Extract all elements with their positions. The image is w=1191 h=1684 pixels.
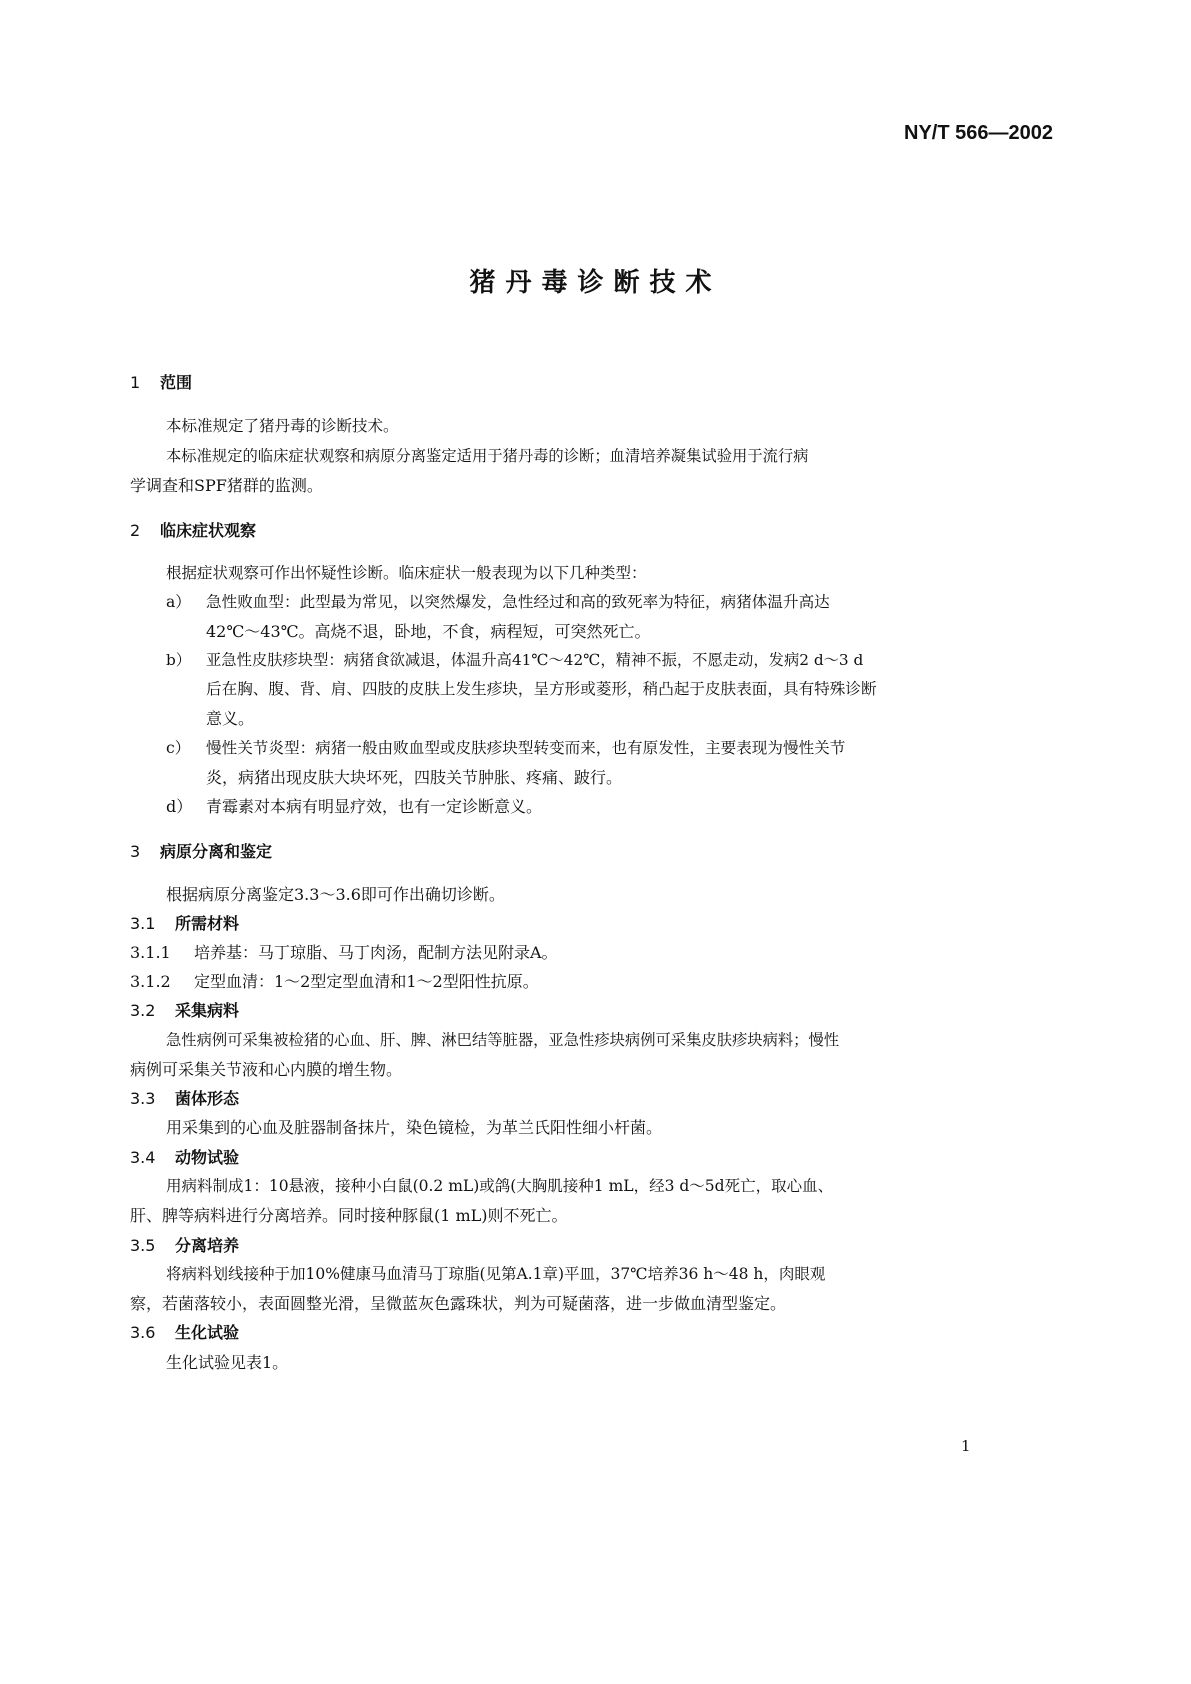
subsection-3-4-heading [130,1145,239,1168]
paragraph: 急性病例可采集被检猪的心血、肝、脾、淋巴结等脏器，亚急性疹块病例可采集皮肤疹块病料；慢性 [166,1031,840,1049]
section-number: 3 [130,842,141,861]
list-label: b） [166,651,192,669]
standard-number: NY/T 566—2002 [904,122,1053,144]
paragraph: 用采集到的心血及脏器制备抹片，染色镜检，为革兰氏阳性细小杆菌。 [166,1118,663,1137]
subsection-number: 3.5 [130,1236,156,1255]
document-title: 猪丹毒诊断技术 [469,268,722,298]
section-number: 1 [130,373,141,392]
list-item-continuation: 炎，病猪出现皮肤大块坏死，四肢关节肿胀、疼痛、跛行。 [206,768,623,787]
subsection-title: 动物试验 [175,1148,240,1167]
paragraph-continuation: 肝、脾等病料进行分离培养。同时接种豚鼠(1 mL)则不死亡。 [130,1206,568,1225]
subsection-title: 所需材料 [175,914,240,933]
clause-number: 3.1.2 [130,972,171,991]
paragraph: 根据病原分离鉴定3.3～3.6即可作出确切诊断。 [166,885,505,904]
subsection-3-3-heading [130,1086,239,1109]
subsection-number: 3.6 [130,1323,156,1342]
subsection-3-5-heading [130,1233,239,1256]
subsection-number: 3.4 [130,1148,156,1167]
list-item-a [166,590,830,612]
subsection-number: 3.3 [130,1089,156,1108]
paragraph: 本标准规定了猪丹毒的诊断技术。 [166,417,399,435]
section-title: 临床症状观察 [160,521,257,540]
paragraph: 生化试验见表1。 [166,1353,289,1372]
paragraph: 本标准规定的临床症状观察和病原分离鉴定适用于猪丹毒的诊断；血清培养凝集试验用于流行病 [166,447,809,465]
list-text: 慢性关节炎型：病猪一般由败血型或皮肤疹块型转变而来，也有原发性，主要表现为慢性关节 [206,739,846,757]
section-number: 2 [130,521,141,540]
clause-text: 培养基：马丁琼脂、马丁肉汤，配制方法见附录A。 [194,943,558,962]
list-text: 亚急性皮肤疹块型：病猪食欲减退，体温升高41℃～42℃，精神不振，不愿走动，发病2 d～3 d [206,651,864,669]
subsection-title: 分离培养 [175,1236,240,1255]
subsection-number: 3.2 [130,1001,156,1020]
list-item-continuation: 意义。 [206,709,255,728]
section-1-heading [130,370,192,393]
paragraph-continuation: 病例可采集关节液和心内膜的增生物。 [130,1060,403,1079]
list-text: 青霉素对本病有明显疗效，也有一定诊断意义。 [206,797,543,816]
paragraph-continuation: 学调查和SPF猪群的监测。 [130,476,323,495]
list-item-continuation: 后在胸、腹、背、肩、四肢的皮肤上发生疹块，呈方形或菱形，稍凸起于皮肤表面，具有特殊诊断 [206,680,877,698]
list-label: a） [166,593,191,611]
page-number: 1 [961,1437,971,1455]
clause-text: 定型血清：1～2型定型血清和1～2型阳性抗原。 [194,972,539,991]
paragraph: 根据症状观察可作出怀疑性诊断。临床症状一般表现为以下几种类型： [166,564,647,582]
list-item-d [166,794,542,817]
section-title: 范围 [160,373,193,392]
subsection-3-1-heading [130,911,239,934]
subsection-3-2-heading [130,998,239,1021]
subsection-number: 3.1 [130,914,156,933]
subsection-title: 生化试验 [175,1323,240,1342]
paragraph: 用病料制成1：10悬液，接种小白鼠(0.2 mL)或鸽(大胸肌接种1 mL，经3 d～5d死亡，取心血、 [166,1177,834,1195]
list-label: d） [166,797,193,816]
list-item-c [166,736,845,758]
paragraph-continuation: 察，若菌落较小，表面圆整光滑，呈微蓝灰色露珠状，判为可疑菌落，进一步做血清型鉴定。 [130,1294,787,1313]
clause-number: 3.1.1 [130,943,171,962]
subsection-3-6-heading [130,1320,239,1343]
subsection-title: 采集病料 [175,1001,240,1020]
list-text: 急性败血型：此型最为常见，以突然爆发，急性经过和高的致死率为特征，病猪体温升高达 [206,593,830,611]
list-label: c） [166,739,191,757]
list-item-continuation: 42℃～43℃。高烧不退，卧地，不食，病程短，可突然死亡。 [206,622,651,641]
list-item-b [166,648,863,670]
section-title: 病原分离和鉴定 [160,842,273,861]
clause-3-1-2 [130,969,539,992]
subsection-title: 菌体形态 [175,1089,240,1108]
section-3-heading [130,839,272,862]
section-2-heading [130,518,256,541]
paragraph: 将病料划线接种于加10%健康马血清马丁琼脂(见第A.1章)平皿，37℃培养36 h～48 h，肉眼观 [166,1265,826,1283]
clause-3-1-1 [130,940,558,963]
